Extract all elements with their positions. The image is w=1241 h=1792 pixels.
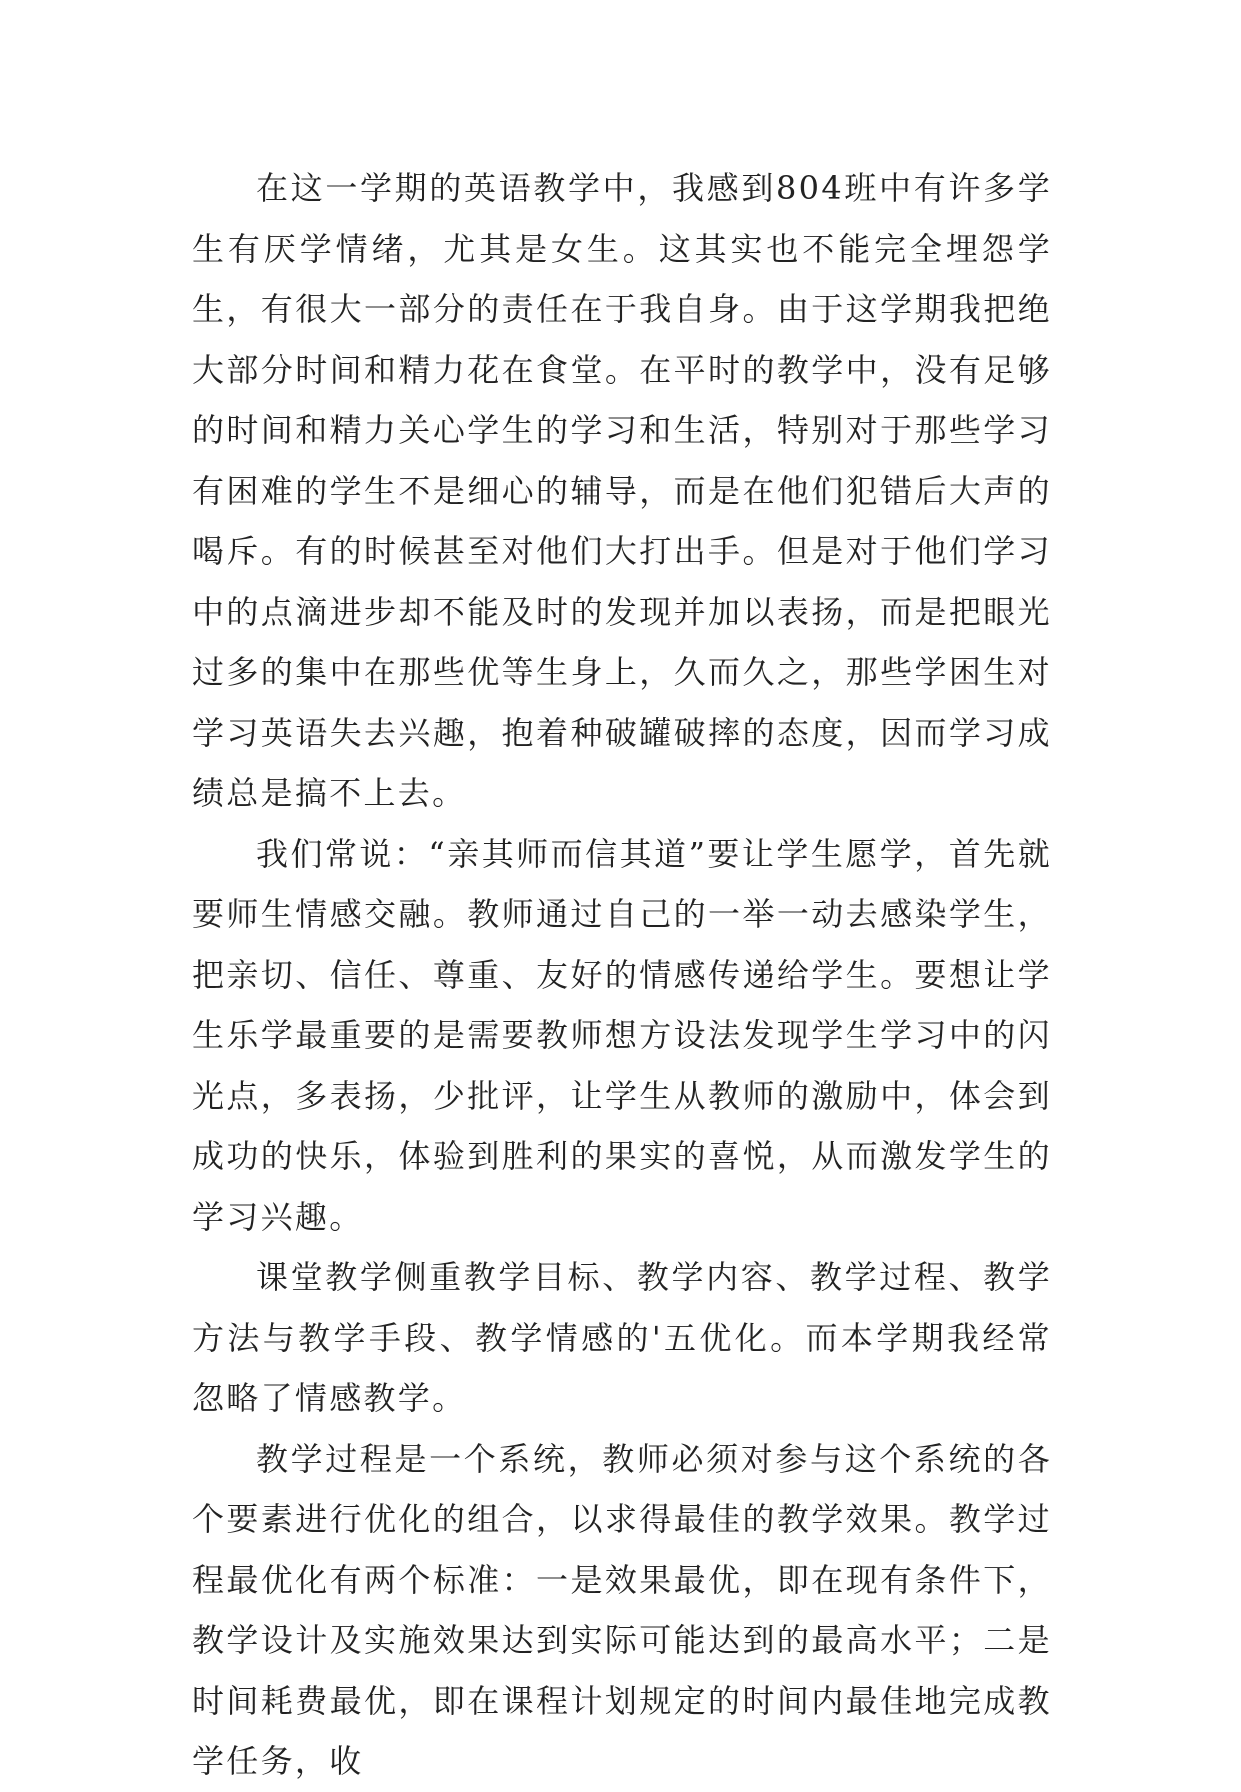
document-body xyxy=(192,158,1052,1792)
paragraph-1: 在这一学期的英语教学中，我感到804班中有许多学生有厌学情绪，尤其是女生。这其实也不能完全埋怨学生，有很大一部分的责任在于我自身。由于这学期我把绝大部分时间和精力花在食堂。在平时的教学中，没有足够的时间和精力关心学生的学习和生活，特别对于那些学习有困难的学生不是细心的辅导，而是在他们犯错后大声的喝斥。有的时候甚至对他们大打出手。但是对于他们学习中的点滴进步却不能及时的发现并加以表扬，而是把眼光过多的集中在那些优等生身上，久而久之，那些学困生对学习英语失去兴趣，抱着种破罐破摔的态度，因而学习成绩总是搞不上去。 xyxy=(192,169,1052,812)
paragraph-2: 我们常说：“亲其师而信其道”要让学生愿学，首先就要师生情感交融。教师通过自己的一举一动去感染学生，把亲切、信任、尊重、友好的情感传递给学生。要想让学生乐学最重要的是需要教师想方设法发现学生学习中的闪光点，多表扬，少批评，让学生从教师的激励中，体会到成功的快乐，体验到胜利的果实的喜悦，从而激发学生的学习兴趣。 xyxy=(192,834,1052,1236)
paragraph-3: 课堂教学侧重教学目标、教学内容、教学过程、教学方法与教学手段、教学情感的'五优化。而本学期我经常忽略了情感教学。 xyxy=(192,1258,1052,1417)
paragraph-4: 教学过程是一个系统，教师必须对参与这个系统的各个要素进行优化的组合，以求得最佳的教学效果。教学过程最优化有两个标准：一是效果最优，即在现有条件下，教学设计及实施效果达到实际可能达到的最高水平；二是时间耗费最优，即在课程计划规定的时间内最佳地完成教学任务，收 xyxy=(192,1439,1052,1780)
